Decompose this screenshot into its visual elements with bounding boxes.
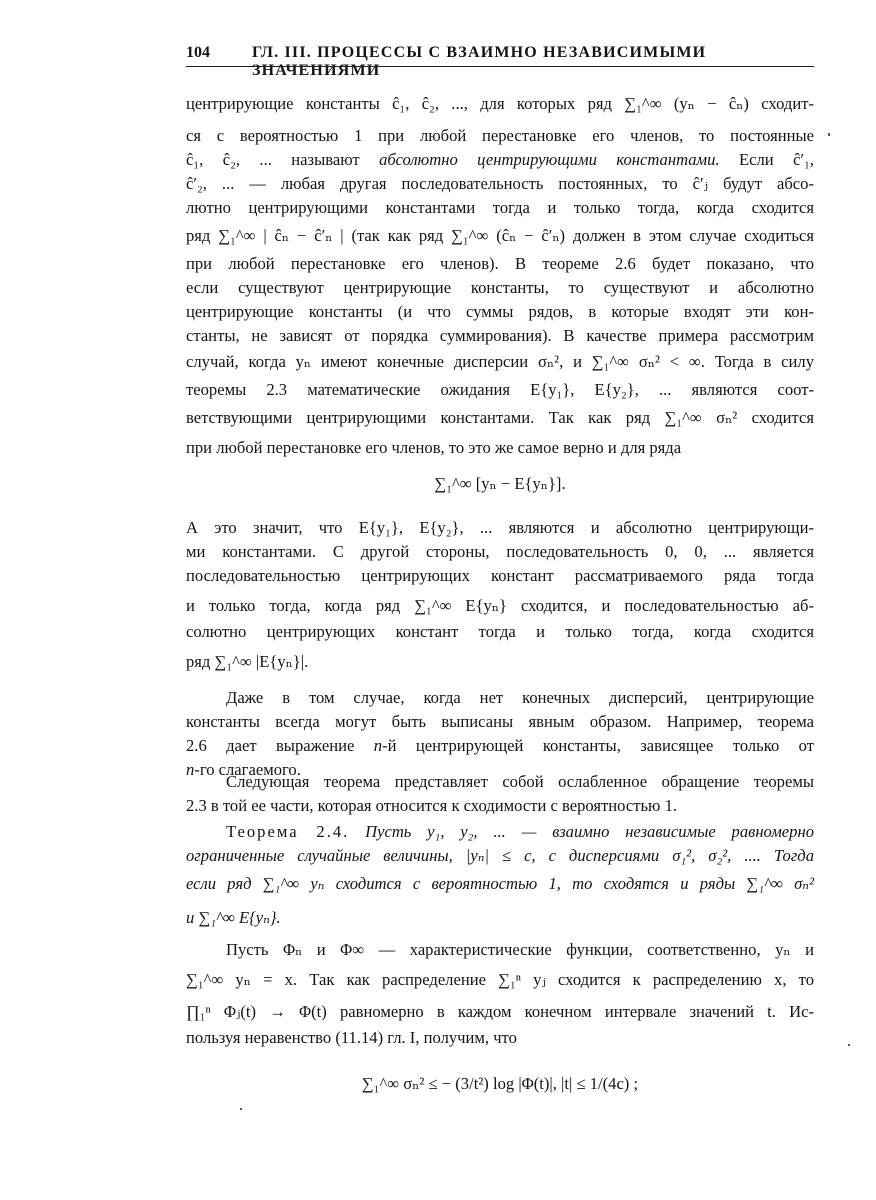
theorem-label: Теорема 2.4. bbox=[226, 822, 350, 841]
scan-speck bbox=[828, 133, 830, 136]
text-line bbox=[186, 734, 814, 758]
text-line: и только тогда, когда ряд ∑₁^∞ E{yₙ} сходится, и последовательностью аб- bbox=[186, 596, 814, 615]
theorem-line: если ряд ∑₁^∞ yₙ сходится с вероятностью 1, то сходятся и ряды ∑₁^∞ σₙ² bbox=[186, 874, 814, 893]
text-line: ∏₁ⁿ Φⱼ(t) → Φ(t) равномерно в каждом конечном интервале значений t. Ис- bbox=[186, 1002, 814, 1021]
display-formula: ∑₁^∞ σₙ² ≤ − (3/t²) log |Φ(t)|, |t| ≤ 1/(4c) ; bbox=[361, 1074, 639, 1093]
text-line: ми константами. С другой стороны, последовательность 0, 0, ... является bbox=[186, 542, 814, 561]
text-span: -й центрирующей константы, зависящее только от bbox=[382, 736, 814, 755]
text-line: ся с вероятностью 1 при любой перестановке его членов, то постоянные bbox=[186, 126, 814, 145]
text-line: Даже в том случае, когда нет конечных дисперсий, центрирующие bbox=[226, 688, 814, 707]
text-line: 2.3 в той ее части, которая относится к сходимости с вероятностью 1. bbox=[186, 796, 678, 815]
text-line: случай, когда yₙ имеют конечные дисперсии σₙ², и ∑₁^∞ σₙ² < ∞. Тогда в силу bbox=[186, 352, 814, 371]
text-line: ∑₁^∞ yₙ = x. Так как распределение ∑₁ⁿ yⱼ сходится к распределению x, то bbox=[186, 970, 814, 989]
text-line: теоремы 2.3 математические ожидания E{y₁}, E{y₂}, ... являются соот- bbox=[186, 380, 814, 399]
text-line: константы всегда могут быть выписаны явным образом. Например, теорема bbox=[186, 712, 814, 731]
text-line: солютно центрирующих констант тогда и только тогда, когда сходится bbox=[186, 622, 814, 641]
text-span: ĉ₁, ĉ₂, ... называют bbox=[186, 150, 380, 169]
text-span: 2.6 дает выражение bbox=[186, 736, 374, 755]
math-var: n bbox=[186, 760, 195, 779]
scan-speck bbox=[848, 1044, 850, 1046]
scan-speck bbox=[240, 1108, 242, 1110]
header-rule bbox=[186, 66, 814, 67]
text-span: Пусть y₁, y₂, ... — взаимно независимые равномерно bbox=[349, 822, 814, 841]
text-line: при любой перестановке его членов, то это же самое верно и для ряда bbox=[186, 438, 682, 457]
chapter-title: ГЛ. III. ПРОЦЕССЫ С ВЗАИМНО НЕЗАВИСИМЫМИ ЗНАЧЕНИЯМИ bbox=[252, 44, 707, 79]
text-line: пользуя неравенство (11.14) гл. I, получим, что bbox=[186, 1028, 517, 1047]
text-line: станты, не зависят от порядка суммирования). В качестве примера рассмотрим bbox=[186, 326, 814, 345]
text-line: при любой перестановке его членов). В теореме 2.6 будет показано, что bbox=[186, 254, 814, 273]
running-header bbox=[186, 44, 814, 79]
text-line: если существуют центрирующие константы, то существуют и абсолютно bbox=[186, 278, 814, 297]
math-var: n bbox=[373, 736, 383, 755]
text-line: центрирующие константы (и что суммы рядов, в которые входят эти кон- bbox=[186, 302, 814, 321]
theorem-line: и ∑₁^∞ E{yₙ}. bbox=[186, 908, 281, 927]
page-number: 104 bbox=[186, 44, 210, 61]
text-line: центрирующие константы ĉ₁, ĉ₂, ..., для которых ряд ∑₁^∞ (yₙ − ĉₙ) сходит- bbox=[186, 94, 814, 113]
text-line: лютно центрирующими константами тогда и только тогда, когда сходится bbox=[186, 198, 814, 217]
text-line: Пусть Φₙ и Φ∞ — характеристические функции, соответственно, yₙ и bbox=[226, 940, 814, 959]
text-line bbox=[186, 148, 814, 172]
text-span: Если ĉ′₁, bbox=[719, 150, 815, 169]
text-line: ĉ′₂, ... — любая другая последовательность постоянных, то ĉ′ⱼ будут абсо- bbox=[186, 174, 814, 193]
text-line: ветствующими центрирующими константами. Так как ряд ∑₁^∞ σₙ² сходится bbox=[186, 408, 814, 427]
theorem-line bbox=[186, 820, 814, 844]
text-line: ряд ∑₁^∞ | ĉₙ − ĉ′ₙ | (так как ряд ∑₁^∞ (ĉₙ − ĉ′ₙ) должен в этом случае сходиться bbox=[186, 226, 814, 245]
text-line: Следующая теорема представляет собой ослабленное обращение теоремы bbox=[226, 772, 814, 791]
text-line: последовательностью центрирующих констант рассматриваемого ряда тогда bbox=[186, 566, 814, 585]
theorem-line: ограниченные случайные величины, |yₙ| ≤ c, с дисперсиями σ₁², σ₂², .... Тогда bbox=[186, 846, 814, 865]
text-line: ряд ∑₁^∞ |E{yₙ}|. bbox=[186, 652, 309, 671]
display-formula: ∑₁^∞ [yₙ − E{yₙ}]. bbox=[434, 474, 566, 493]
text-span: -го слагаемого. bbox=[194, 760, 301, 779]
defined-term: абсолютно центрирующими константами. bbox=[379, 150, 720, 169]
text-line: А это значит, что E{y₁}, E{y₂}, ... являются и абсолютно центрирующи- bbox=[186, 518, 814, 537]
